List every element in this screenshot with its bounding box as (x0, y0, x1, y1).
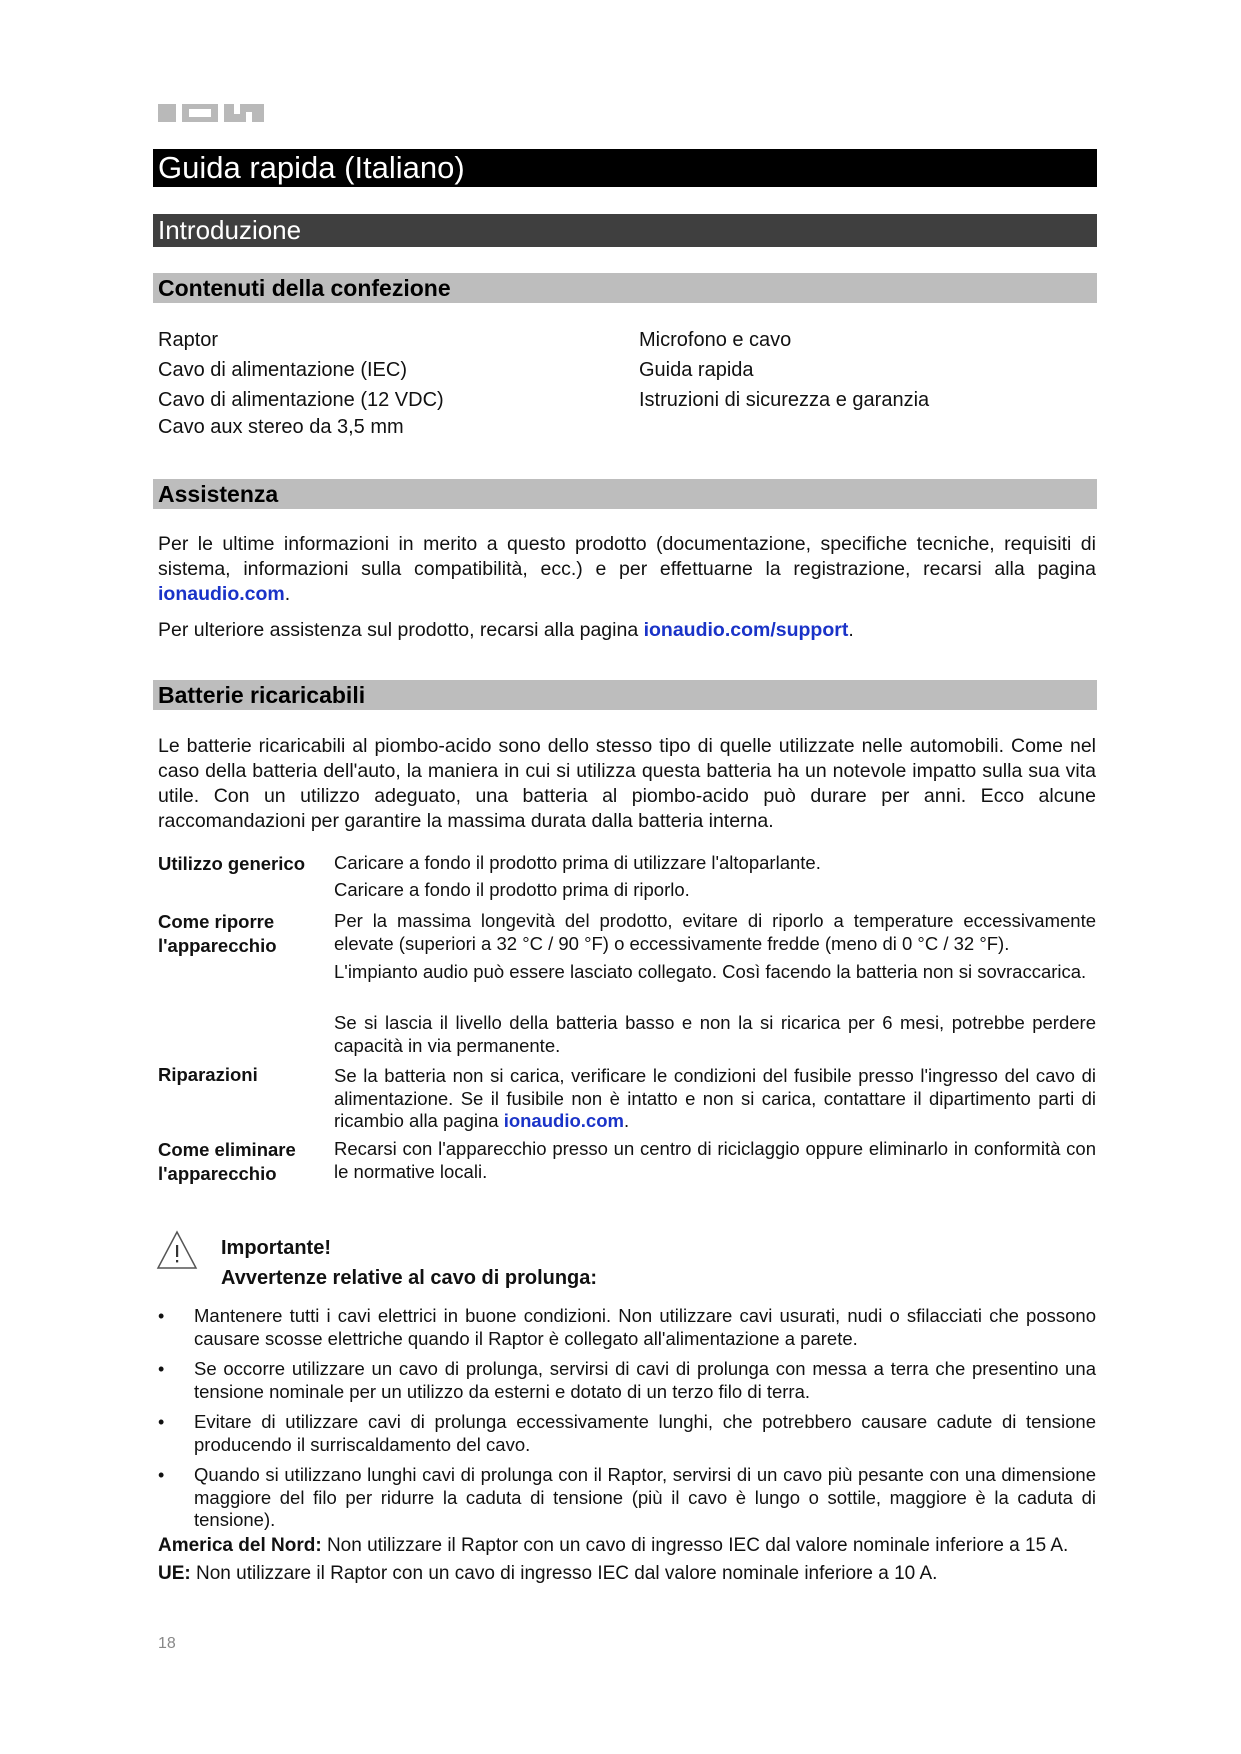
disposal-label: Come eliminare l'apparecchio (158, 1139, 296, 1184)
storage-text-1: Per la massima longevità del prodotto, evitare di riporlo a temperature eccessivamente elevate (superiori a 32 °C / 90 °F) o eccessivamente fredde (meno di 0 °C / 32 °F). (334, 910, 1096, 954)
box-contents-heading: Contenuti della confezione (153, 273, 1097, 303)
batteries-heading: Batterie ricaricabili (153, 680, 1097, 710)
bullet-icon: • (158, 1412, 165, 1432)
important-subtitle: Avvertenze relative al cavo di prolunga: (221, 1267, 598, 1289)
important-title: Importante! (221, 1237, 331, 1259)
support-paragraph-1: Per le ultime informazioni in merito a questo prodotto (documentazione, specifiche tecniche, requisiti di sistema, informazioni sulla compatibilità, ecc.) e per effettuarne la registrazione, recarsi alla pagina ionaudio.com. (158, 533, 1096, 605)
disposal-text: Recarsi con l'apparecchio presso un centro di riciclaggio oppure eliminarlo in conformità con le normative locali. (334, 1138, 1096, 1182)
box-contents-right-list (639, 325, 1089, 415)
page-title: Guida rapida (Italiano) (153, 149, 1097, 187)
list-item: Microfono e cavo (639, 329, 792, 351)
bullet-icon: • (158, 1306, 165, 1326)
repair-text: Se la batteria non si carica, verificare le condizioni del fusibile presso l'ingresso del cavo di alimentazione. Se il fusibile non è intatto e non si carica, contattare il dipartimento parti di ricambio alla pagina ionaudio.com. (334, 1065, 1096, 1131)
list-item: • Quando si utilizzano lunghi cavi di prolunga con il Raptor, servirsi di un cavo più pesante con una dimensione maggiore del filo per ridurre la caduta di tensione (più il cavo è lungo o sottile, maggiore è la caduta di tensione). (158, 1464, 1096, 1530)
ionaudio-parts-link[interactable]: ionaudio.com (503, 1110, 624, 1131)
bullet-icon: • (158, 1359, 165, 1379)
batteries-intro: Le batterie ricaricabili al piombo-acido sono dello stesso tipo di quelle utilizzate nelle automobili. Come nel caso della batteria dell'auto, la maniera in cui si utilizza questa batteria ha un notevole impatto sulla sua vita utile. Con un utilizzo adeguato, una batteria al piombo-acido può durare per anni. Ecco alcune raccomandazioni per garantire la massima durata dalla batteria interna. (158, 735, 1096, 832)
storage-text-2: L'impianto audio può essere lasciato collegato. Così facendo la batteria non si sovraccarica. (334, 961, 1087, 982)
ion-logo (158, 103, 264, 123)
box-contents-left-list (158, 325, 608, 442)
list-item: • Se occorre utilizzare un cavo di prolunga, servirsi di cavi di prolunga con messa a terra che presentino una tensione nominale per un utilizzo da esterni e dotato di un terzo filo di terra. (158, 1358, 1096, 1402)
page-number: 18 (158, 1635, 176, 1652)
extension-cord-warnings (158, 1305, 1096, 1540)
general-use-text-2: Caricare a fondo il prodotto prima di riporlo. (334, 879, 690, 900)
warning-triangle-icon (156, 1230, 198, 1270)
north-america-note: America del Nord: Non utilizzare il Raptor con un cavo di ingresso IEC dal valore nominale inferiore a 15 A. (158, 1535, 1069, 1556)
list-item: • Evitare di utilizzare cavi di prolunga eccessivamente lunghi, che potrebbero causare cadute di tensione producendo il surriscaldamento del cavo. (158, 1411, 1096, 1455)
list-item: Cavo di alimentazione (12 VDC) (158, 389, 444, 411)
support-heading: Assistenza (153, 479, 1097, 509)
eu-note: UE: Non utilizzare il Raptor con un cavo di ingresso IEC dal valore nominale inferiore a 10 A. (158, 1563, 938, 1584)
ionaudio-support-link[interactable]: ionaudio.com/support (643, 619, 849, 641)
list-item: Cavo di alimentazione (IEC) (158, 359, 407, 381)
support-paragraph-2: Per ulteriore assistenza sul prodotto, recarsi alla pagina ionaudio.com/support. (158, 619, 854, 641)
repair-label: Riparazioni (158, 1064, 258, 1085)
general-use-text-1: Caricare a fondo il prodotto prima di utilizzare l'altoparlante. (334, 852, 821, 873)
section-intro-heading: Introduzione (153, 214, 1097, 247)
list-item: Istruzioni di sicurezza e garanzia (639, 389, 930, 411)
list-item: Raptor (158, 329, 219, 351)
list-item: • Mantenere tutti i cavi elettrici in buone condizioni. Non utilizzare cavi usurati, nudi o sfilacciati che possono causare scosse elettriche quando il Raptor è collegato all'alimentazione a parete. (158, 1305, 1096, 1349)
bullet-icon: • (158, 1465, 165, 1485)
list-item: Guida rapida (639, 359, 754, 381)
storage-label: Come riporre l'apparecchio (158, 911, 277, 956)
ionaudio-link[interactable]: ionaudio.com (158, 583, 285, 605)
important-block-title (221, 1233, 597, 1293)
general-use-label: Utilizzo generico (158, 853, 305, 874)
list-item: Cavo aux stereo da 3,5 mm (158, 416, 404, 438)
storage-text-3: Se si lascia il livello della batteria basso e non la si ricarica per 6 mesi, potrebbe perdere capacità in via permanente. (334, 1012, 1096, 1056)
